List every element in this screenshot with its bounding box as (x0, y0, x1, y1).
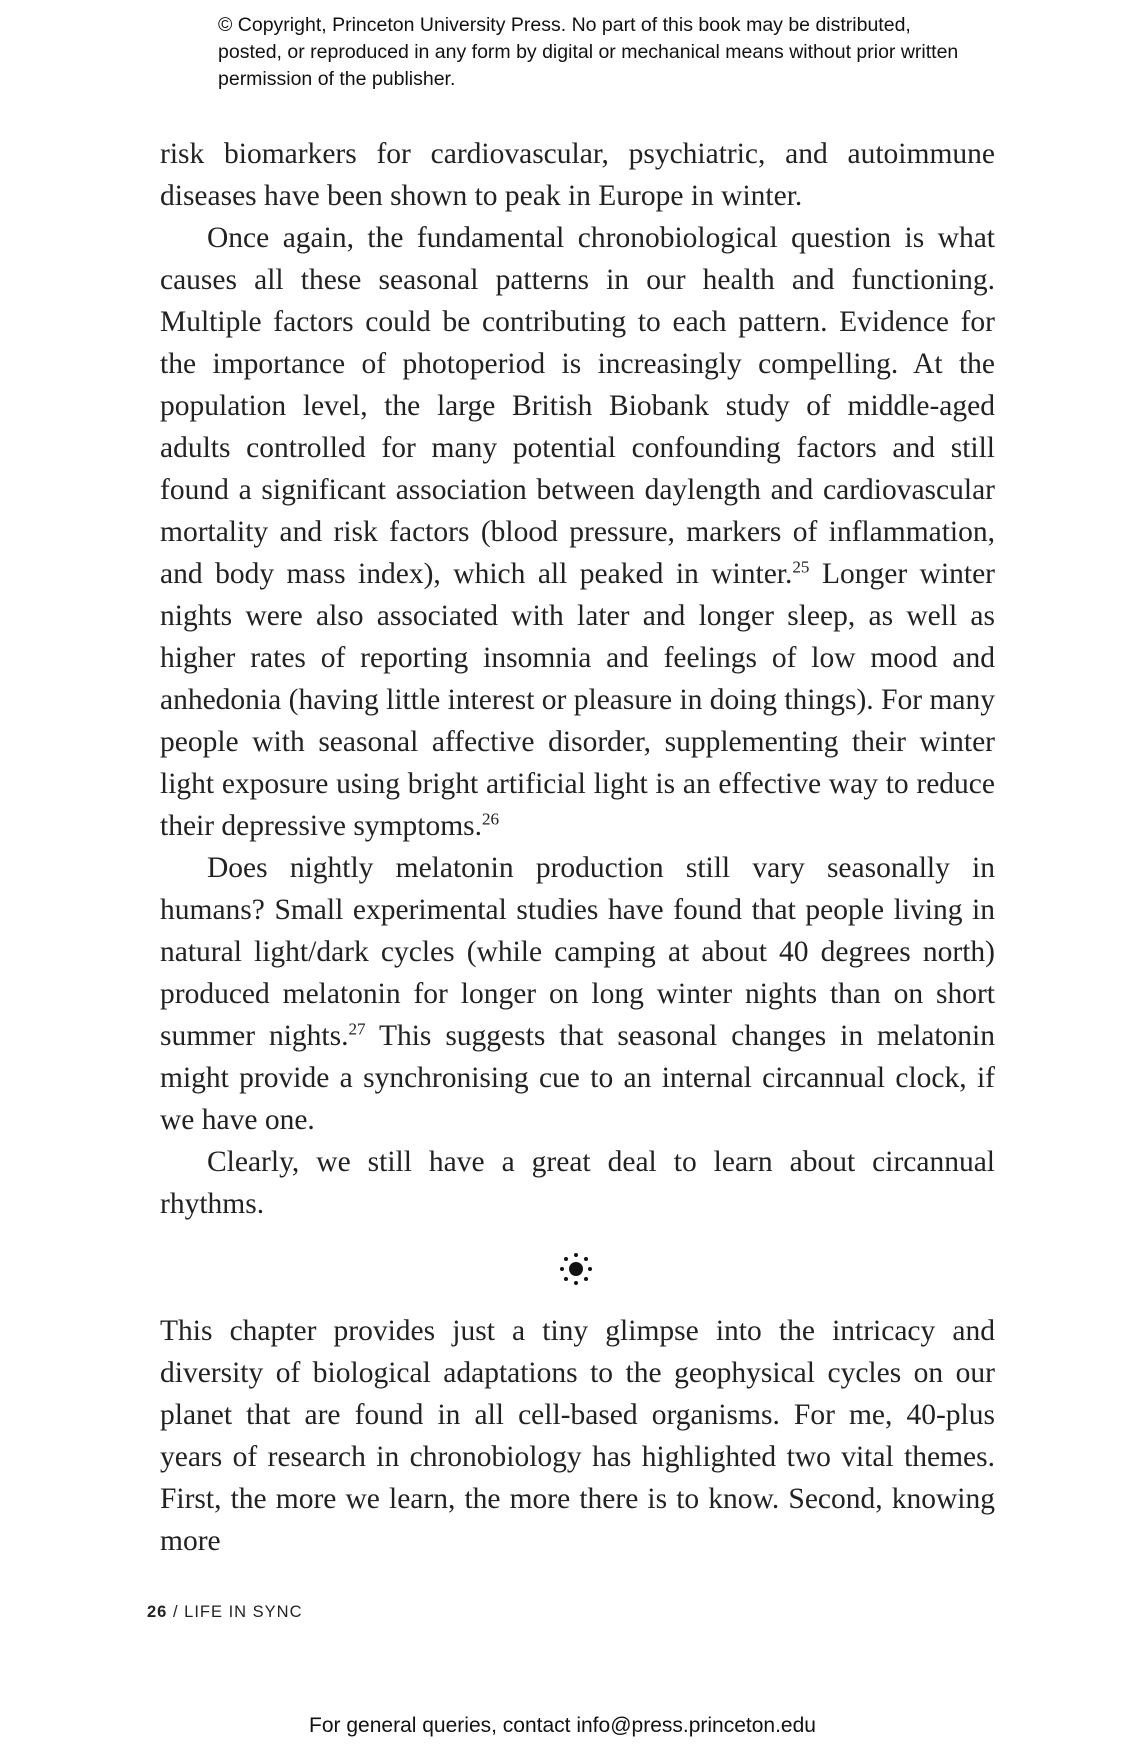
paragraph-3-part-1: Does nightly melatonin production still vary seasonally in humans? Small experimental studies have found that people living in natural light/dark cycles (while camping at about 40 degrees north) produced melatonin for longer on long winter nights than on short summer nights. (160, 852, 995, 1052)
footnote-ref-25[interactable]: 25 (792, 557, 810, 577)
running-head: LIFE IN SYNC (184, 1603, 303, 1621)
paragraph-1: risk biomarkers for cardiovascular, psychiatric, and autoimmune diseases have been shown to peak in Europe in winter. (160, 138, 995, 212)
sun-icon (558, 1251, 594, 1287)
footer-contact: For general queries, contact info@press.princeton.edu (309, 1714, 816, 1737)
paragraph-2-part-2: Longer winter nights were also associated with later and longer sleep, as well as higher rates of reporting insomnia and feelings of low mood and anhedonia (having little interest or pleasure in doing things). For many people with seasonal affective disorder, supplementing their winter light exposure using bright artificial light is an effective way to reduce their depressive symptoms. (160, 558, 996, 842)
section-text (160, 1310, 995, 1562)
folio-separator: / (172, 1603, 179, 1621)
paragraph-2 (160, 217, 995, 847)
paragraph-3 (160, 847, 995, 1141)
paragraph-5: This chapter provides just a tiny glimpse into the intricacy and diversity of biological adaptations to the geophysical cycles on our planet that are found in all cell-based organisms. For me, 40-plus years of research in chronobiology has highlighted two vital themes. First, the more we learn, the more there is to know. Second, knowing more (160, 1315, 995, 1557)
footnote-ref-26[interactable]: 26 (482, 809, 500, 829)
page-number: 26 (147, 1603, 168, 1621)
paragraph-3-part-2: This suggests that seasonal changes in melatonin might provide a synchronising cue to an internal circannual clock, if we have one. (160, 1020, 995, 1136)
paragraph-4: Clearly, we still have a great deal to learn about circannual rhythms. (160, 1146, 995, 1220)
footnote-ref-27[interactable]: 27 (348, 1019, 366, 1039)
paragraph-2-part-1: Once again, the fundamental chronobiological question is what causes all these seasonal patterns in our health and functioning. Multiple factors could be contributing to each pattern. Evidence for the importance of photoperiod is increasingly compelling. At the population level, the large British Biobank study of middle-aged adults controlled for many potential confounding factors and still found a significant association between daylength and cardiovascular mortality and risk factors (blood pressure, markers of inflammation, and body mass index), which all peaked in winter. (160, 222, 995, 590)
main-text (160, 133, 995, 1225)
copyright-notice: © Copyright, Princeton University Press. No part of this book may be distributed, posted, or reproduced in any form by digital or mechanical means without prior written permission of the publisher. (218, 14, 959, 90)
folio (147, 1603, 303, 1622)
